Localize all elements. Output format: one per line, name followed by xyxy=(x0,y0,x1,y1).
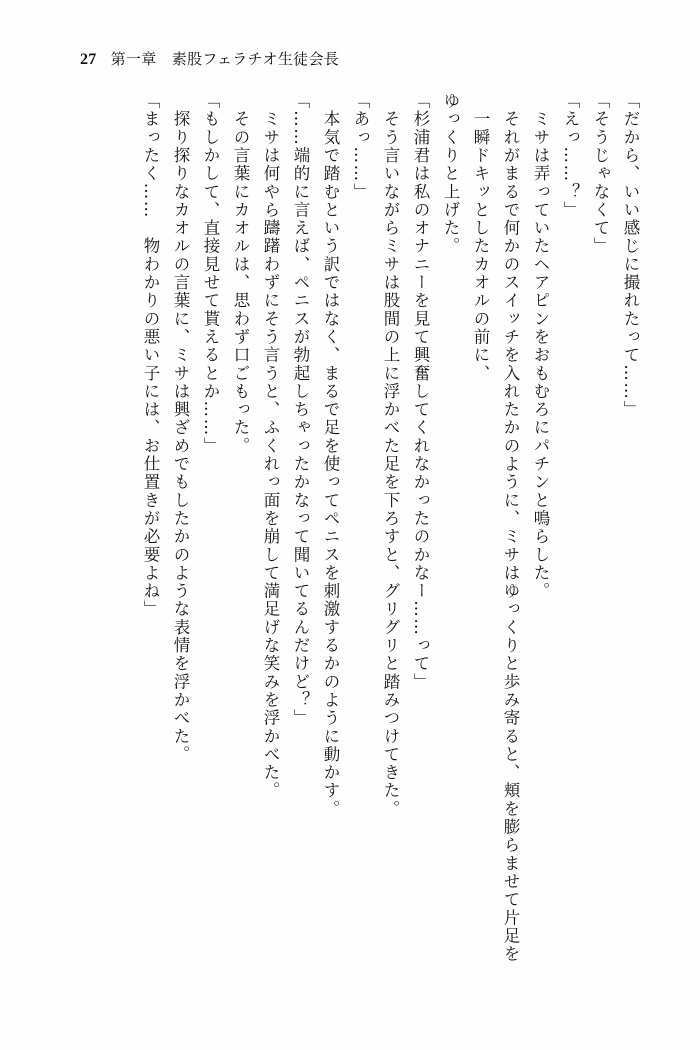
text-line: そう言いながらミサは股間の上に浮かべた足を下ろすと、グリグリと踏みつけてきた。 xyxy=(381,92,400,818)
text-line: 「もしかして、直接見せて貰えるとか……」 xyxy=(201,92,220,455)
text-line: 一瞬ドキッとしたカオルの前に、 xyxy=(471,92,490,383)
page-number: 27 xyxy=(80,51,97,68)
text-line: 「まったく…… 物わかりの悪い子には、お仕置きが必要よね」 xyxy=(141,92,160,619)
text-line: 「そうじゃなくて」 xyxy=(591,92,610,256)
chapter-title: 第一章 素股フェラチオ生徒会長 xyxy=(110,52,340,68)
text-line: 「……端的に言えば、ペニスが勃起しちゃったかなって聞いてるんだけど？」 xyxy=(291,92,310,728)
text-line: 「杉浦君は私のオナニーを見て興奮してくれなかったのかなー……って」 xyxy=(411,92,430,691)
text-line: 「あっ……」 xyxy=(351,92,370,201)
text-line: その言葉にカオルは、思わず口ごもった。 xyxy=(231,92,250,455)
text-line: ミサは弄っていたヘアピンをおもむろにパチンと鳴らした。 xyxy=(531,92,550,601)
text-line: ゆっくりと上げた。 xyxy=(441,92,460,256)
text-line: 「えっ……？」 xyxy=(561,92,580,220)
text-line: 探り探りなカオルの言葉に、ミサは興ざめでもしたかのような表情を浮かべた。 xyxy=(171,92,190,764)
text-line: ミサは何やら躊躇わずにそう言うと、ふくれっ面を崩して満足げな笑みを浮かべた。 xyxy=(261,92,280,800)
running-header xyxy=(80,48,620,74)
text-line: 「だから、いい感じに撮れたって……」 xyxy=(621,92,640,419)
text-line: それがまるで何かのスイッチを入れたかのように、ミサはゆっくりと歩み寄ると、頬を膨らませて片足を xyxy=(501,92,520,964)
text-line: 本気で踏むという訳ではなく、まるで足を使ってペニスを刺激するかのように動かす。 xyxy=(321,92,340,818)
vertical-text-body xyxy=(60,92,638,994)
